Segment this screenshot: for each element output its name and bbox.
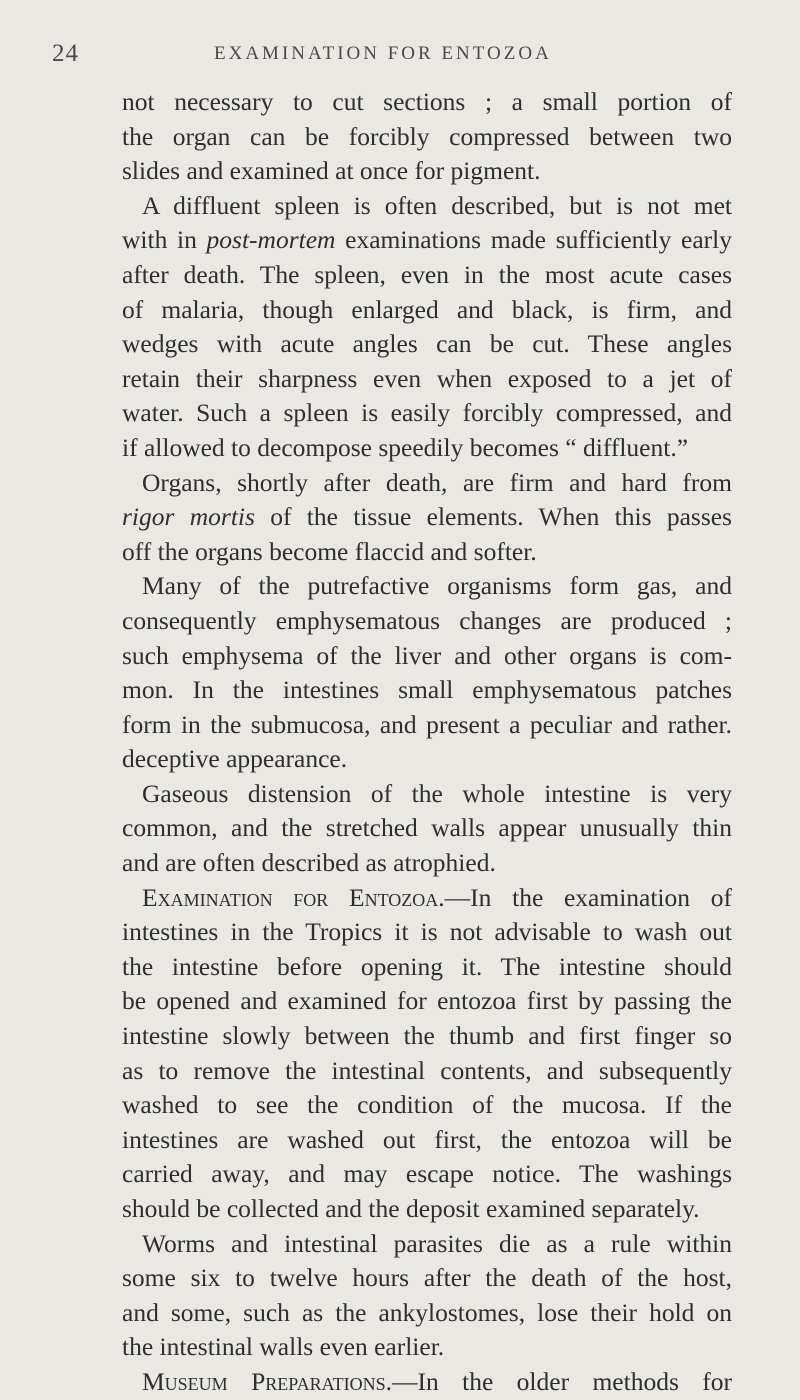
- paragraph-first-line: Many of the putrefactive organisms form gas, and: [142, 571, 732, 601]
- section-heading: Examination for Entozoa.: [142, 882, 445, 912]
- text-line: not necessary to cut sections ; a small portion of: [122, 87, 732, 116]
- text-line: be opened and examined for entozoa first by passing the: [122, 986, 732, 1016]
- running-header: [0, 40, 800, 72]
- text-line: as to remove the intestinal contents, and subsequently: [122, 1055, 732, 1085]
- text-line: water. Such a spleen is easily forcibly compressed, and: [122, 398, 732, 428]
- section-heading-line: [122, 881, 732, 916]
- text-line: of malaria, though enlarged and black, is firm, and: [122, 294, 732, 324]
- text-fragment: —In the older methods for: [392, 1366, 732, 1396]
- text-line: the organ can be forcibly compressed between two: [122, 121, 732, 151]
- text-fragment: examinations made sufficiently early: [335, 225, 732, 255]
- text-line: some six to twelve hours after the death of the host,: [122, 1263, 732, 1293]
- text-line: [122, 500, 732, 535]
- text-line: mon. In the intestines small emphysematous patches: [122, 675, 732, 705]
- body-text: [122, 85, 732, 1400]
- text-line: intestines in the Tropics it is not advisable to wash out: [122, 917, 732, 947]
- text-line: intestine slowly between the thumb and first finger so: [122, 1021, 732, 1051]
- text-line: common, and the stretched walls appear unusually thin: [122, 813, 732, 843]
- text-line: intestines are washed out first, the entozoa will be: [122, 1124, 732, 1154]
- text-line: should be collected and the deposit examined separately.: [122, 1194, 700, 1223]
- text-line: washed to see the condition of the mucosa. If the: [122, 1090, 732, 1120]
- text-line: deceptive appearance.: [122, 744, 348, 774]
- paragraph-first-line: A diffluent spleen is often described, but is not met: [142, 190, 732, 220]
- text-line: form in the submucosa, and present a peculiar and rather.: [122, 709, 732, 739]
- page-number: 24: [52, 40, 79, 67]
- text-line: after death. The spleen, even in the most acute cases: [122, 259, 732, 289]
- text-line: such emphysema of the liver and other organs is com-: [122, 640, 732, 670]
- text-fragment: of the tissue elements. When this passes: [254, 502, 732, 532]
- text-line: if allowed to decompose speedily becomes “ diffluent.”: [122, 432, 689, 462]
- text-line: [122, 223, 732, 258]
- text-line: consequently emphysematous changes are produced ;: [122, 605, 732, 635]
- text-fragment: —In the examination of: [444, 882, 732, 912]
- text-line: and are often described as atrophied.: [122, 848, 496, 878]
- section-heading: Museum Preparations.: [142, 1366, 392, 1396]
- section-heading-line: [122, 1365, 732, 1400]
- italic-term: post-mortem: [206, 225, 336, 255]
- text-line: the intestine before opening it. The intestine should: [122, 951, 732, 981]
- text-fragment: with in: [122, 225, 207, 255]
- paragraph-first-line: Organs, shortly after death, are firm and hard from: [142, 467, 732, 497]
- paragraph-first-line: Worms and intestinal parasites die as a rule within: [142, 1228, 732, 1258]
- text-line: wedges with acute angles can be cut. These angles: [122, 329, 732, 359]
- text-line: slides and examined at once for pigment.: [122, 156, 541, 186]
- text-line: the intestinal walls even earlier.: [122, 1332, 445, 1362]
- running-head: EXAMINATION FOR ENTOZOA: [214, 43, 552, 64]
- italic-term: rigor mortis: [122, 502, 255, 532]
- text-line: off the organs become flaccid and softer.: [122, 536, 537, 566]
- paragraph-first-line: Gaseous distension of the whole intestine is very: [142, 778, 732, 808]
- text-line: and some, such as the ankylostomes, lose their hold on: [122, 1297, 732, 1327]
- text-line: retain their sharpness even when exposed to a jet of: [122, 363, 732, 393]
- text-line: carried away, and may escape notice. The washings: [122, 1159, 732, 1189]
